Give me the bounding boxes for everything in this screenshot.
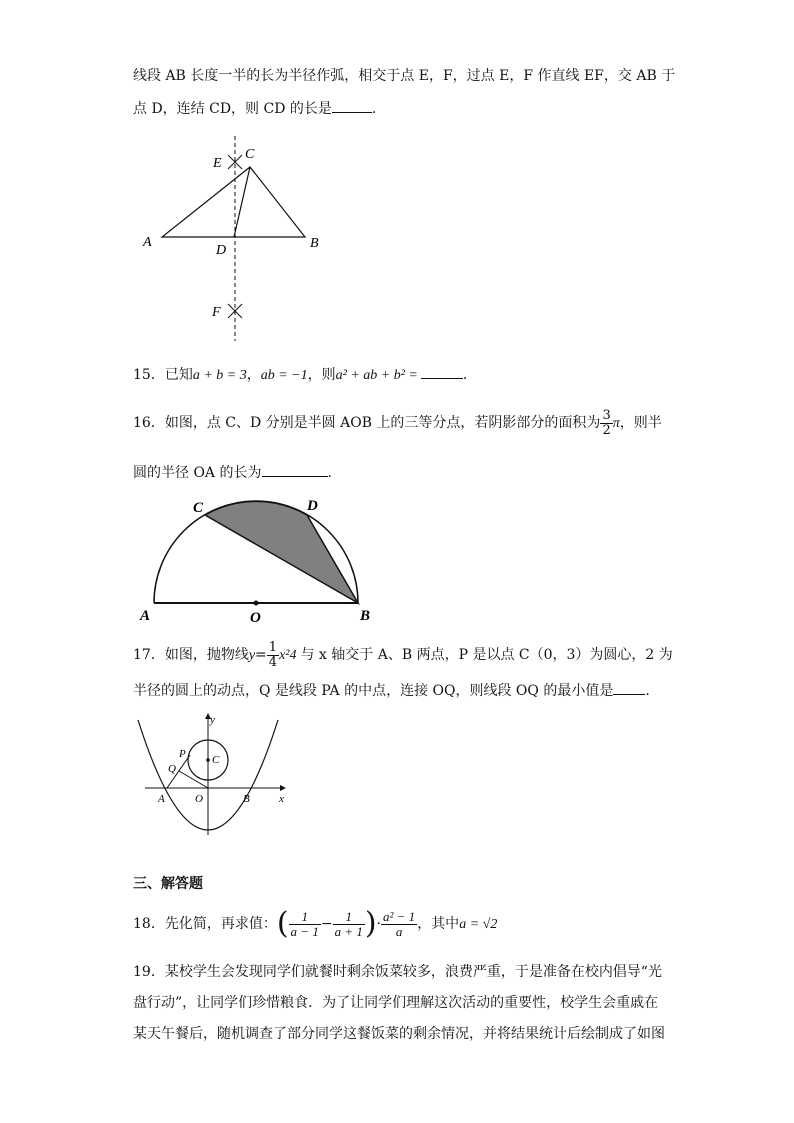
q19-text-line3: 某天午餐后，随机调查了部分同学这餐饭菜的剩余情况，并将结果统计后绘制成了如图 <box>133 1026 665 1042</box>
label-d: D <box>216 243 227 258</box>
label-o: O <box>195 793 203 805</box>
q16-period: . <box>327 465 332 481</box>
q16-suffix: ，则半 <box>619 415 662 431</box>
q17-fraction: $\frac{1}{4}$ <box>268 639 278 670</box>
q15-answer-blank[interactable] <box>421 364 463 379</box>
q17-line1-tail: 与 x 轴交于 A、B 两点，P 是以点 C（0，3）为圆心，2 为 <box>300 647 673 663</box>
label-c: C <box>245 147 255 162</box>
q15-expr-product: ab = −1 <box>260 368 308 383</box>
label-x: x <box>279 793 284 805</box>
q15-mid: ，则 <box>307 367 336 383</box>
right-paren: ) <box>364 906 377 941</box>
label-b: B <box>360 608 371 624</box>
q15-prefix: 15．已知 <box>133 367 193 383</box>
q17-y: y <box>248 648 256 663</box>
q15-text <box>133 364 467 386</box>
q14-text-line2-body: 点 D，连结 CD，则 CD 的长是 <box>133 101 332 117</box>
q16-prefix: 16．如图，点 C、D 分别是半圆 AOB 上的三等分点，若阴影部分的面积为 <box>133 415 601 431</box>
label-e: E <box>213 156 222 171</box>
center-point-c <box>206 758 210 762</box>
q18-mid: ，其中 <box>417 916 460 932</box>
label-d: D <box>307 498 318 514</box>
label-q: Q <box>168 763 176 775</box>
center-point-o <box>254 601 259 606</box>
q15-period: . <box>462 367 468 383</box>
q16-line2-body: 圆的半径 OA 的长为 <box>133 465 262 481</box>
q19-text-line2: 盘行动”，让同学们珍惜粮食．为了让同学们理解这次活动的重要性，校学生会重戚在 <box>133 995 659 1011</box>
label-o: O <box>250 610 261 626</box>
q17-answer-blank[interactable] <box>613 680 645 695</box>
q14-text-line2 <box>133 98 376 119</box>
q14-answer-blank[interactable] <box>332 98 372 113</box>
q17-text-line1 <box>133 638 673 673</box>
label-b: B <box>243 793 250 805</box>
label-a: A <box>143 235 152 250</box>
q16-text-line1 <box>133 406 662 441</box>
triangle-abc <box>162 167 305 237</box>
q17-period: . <box>645 683 650 699</box>
q15-sep: ， <box>246 367 261 383</box>
label-a: A <box>140 608 151 624</box>
section-heading: 三、解答题 <box>133 876 203 892</box>
q18-prefix: 18．先化简，再求值： <box>133 916 277 932</box>
shaded-region <box>205 501 358 603</box>
q17-eq: = <box>255 647 267 663</box>
q16-figure <box>130 490 390 626</box>
label-f: F <box>212 305 221 320</box>
q17-rest: x²4 <box>279 648 297 663</box>
q16-pi: π <box>612 416 620 431</box>
q18-dot: · <box>376 916 382 932</box>
q18-fraction-3: $\frac{\text{a² − 1}}{a}$ <box>383 908 416 939</box>
label-c: C <box>212 754 220 766</box>
q16-text-line2 <box>133 462 332 483</box>
q17-prefix: 17．如图，抛物线 <box>133 647 249 663</box>
label-a: A <box>158 793 165 805</box>
label-p: P <box>179 748 186 760</box>
q18-text <box>133 904 497 945</box>
q14-figure <box>140 136 340 346</box>
q19-text-line1: 19．某校学生会发现同学们就餐时剩余饭菜较多，浪费严重，于是准备在校内倡导“光 <box>133 964 662 980</box>
q18-fraction-2: $\frac{1}{a + 1}$ <box>334 908 363 939</box>
q17-line2-body: 半径的圆上的动点，Q 是线段 PA 的中点，连接 OQ，则线段 OQ 的最小值是 <box>133 683 614 699</box>
q15-expr-target: a² + ab + b² = <box>335 368 418 383</box>
q18-fraction-1: $\frac{1}{a - 1}$ <box>290 908 319 939</box>
q17-text-line2 <box>133 680 650 701</box>
q17-figure <box>135 710 295 838</box>
q14-text-line1: 线段 AB 长度一半的长为半径作弧，相交于点 E，F，过点 E，F 作直线 EF，交 AB 于 <box>133 68 676 84</box>
q15-expr-sum: a + b = 3 <box>192 368 247 383</box>
q16-fraction: $\frac{3}{2}$ <box>602 407 611 438</box>
label-y: y <box>210 714 215 726</box>
q18-condition: a = √2 <box>459 917 498 932</box>
label-b: B <box>310 236 319 251</box>
left-paren: ( <box>276 906 289 941</box>
q18-minus: − <box>320 916 333 932</box>
q16-answer-blank[interactable] <box>262 462 328 477</box>
label-c: C <box>193 500 204 516</box>
q14-period: . <box>371 101 377 117</box>
